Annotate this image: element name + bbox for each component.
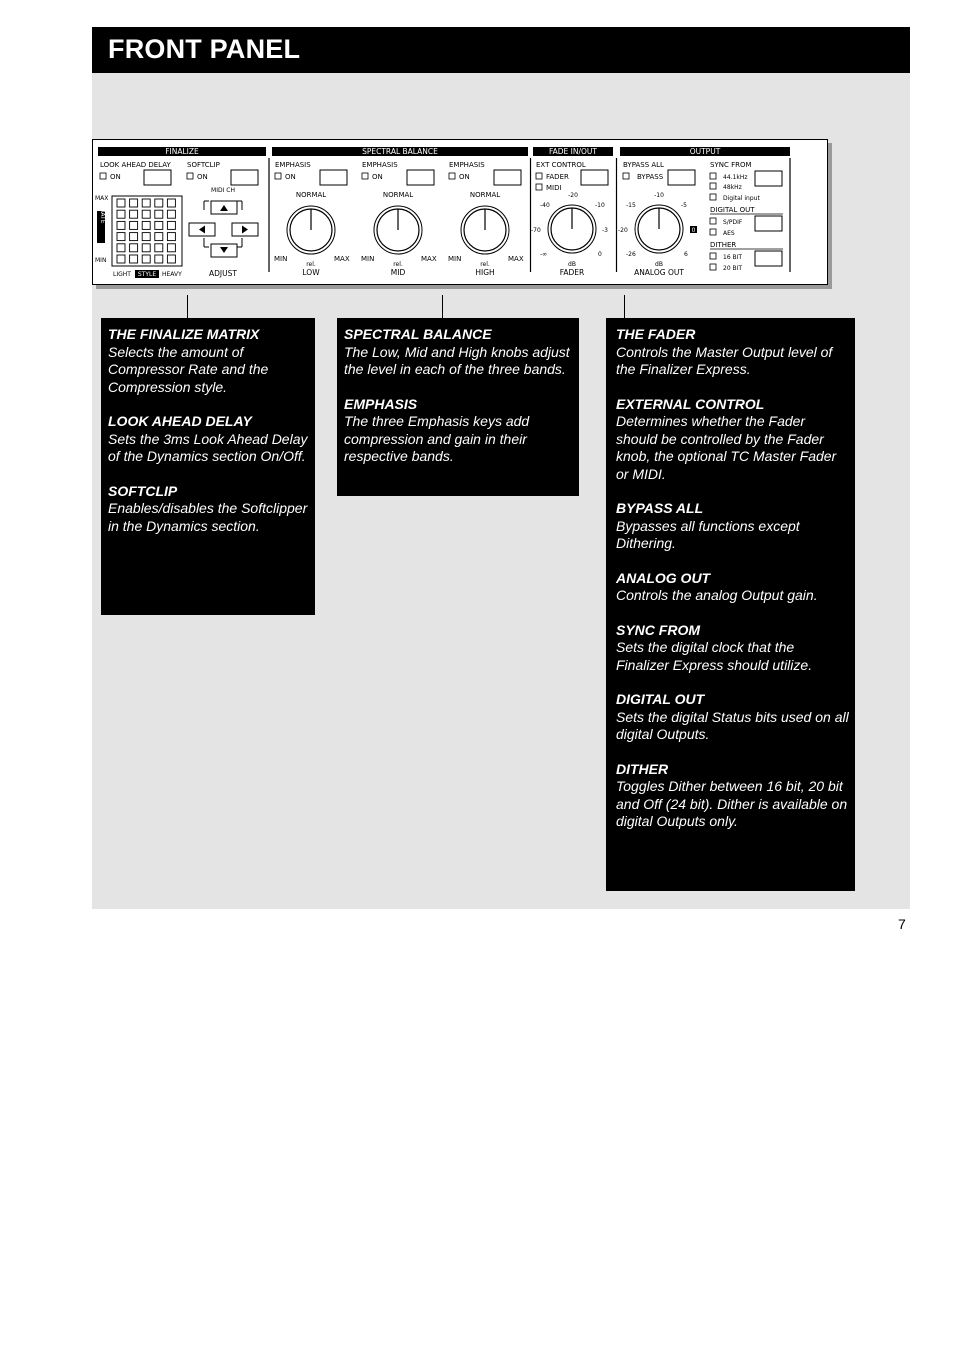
matrix-cell[interactable]	[117, 210, 125, 218]
callout-heading: SYNC FROM	[616, 621, 700, 638]
callout-item	[616, 500, 849, 553]
callout-item	[344, 326, 572, 379]
fader-db-label: dB	[568, 261, 576, 268]
matrix-cell[interactable]	[130, 210, 138, 218]
fader-scale-upper-right: -10	[595, 202, 605, 209]
matrix-cell[interactable]	[167, 221, 175, 229]
bypass-all-label: BYPASS ALL	[623, 161, 664, 169]
callout-heading: DITHER	[616, 760, 669, 777]
callout-item	[344, 396, 572, 466]
matrix-cell[interactable]	[142, 233, 150, 241]
min-label: MIN	[274, 255, 288, 263]
matrix-cell[interactable]	[142, 199, 150, 207]
matrix-cell[interactable]	[130, 233, 138, 241]
callout-text: Sets the 3ms Look Ahead Delay of the Dynamics section On/Off.	[108, 430, 308, 464]
callout-text: The three Emphasis keys add compression and gain in their respective bands.	[344, 413, 530, 464]
callout-heading: LOOK AHEAD DELAY	[108, 413, 252, 429]
max-label: MAX	[421, 255, 437, 263]
out-db-label: dB	[655, 261, 663, 268]
callout-middle	[337, 318, 579, 496]
sync-option-digital: Digital input	[723, 195, 760, 202]
ext-control-button[interactable]	[581, 170, 608, 185]
callout-heading: THE FADER	[616, 326, 696, 342]
min-label: MIN	[448, 255, 462, 263]
callout-text: Determines whether the Fader should be controlled by the Fader knob, the optional TC Master Fader or MIDI.	[616, 413, 837, 482]
sync-from-button[interactable]	[755, 171, 782, 186]
normal-label: NORMAL	[382, 191, 414, 199]
matrix-cell[interactable]	[155, 244, 163, 252]
fader-scale-top: -20	[568, 192, 578, 199]
emphasis-label: EMPHASIS	[449, 161, 485, 169]
min-label: MIN	[361, 255, 375, 263]
callout-item	[616, 691, 849, 744]
callout-heading: SOFTCLIP	[108, 482, 178, 499]
section-output: OUTPUT	[689, 147, 721, 156]
callout-text: Controls the Master Output level of the Finalizer Express.	[616, 343, 833, 377]
dither-option-20: 20 BIT	[723, 265, 743, 272]
softclip-on-label: ON	[197, 173, 208, 181]
callout-text: Enables/disables the Softclipper in the Dynamics section.	[108, 500, 308, 534]
dither-label: DITHER	[710, 241, 737, 249]
sync-option-48k: 48kHz	[723, 184, 742, 191]
callout-item	[616, 570, 849, 605]
softclip-button[interactable]	[231, 170, 258, 185]
emphasis-high-button[interactable]	[494, 170, 521, 185]
matrix-cell[interactable]	[117, 244, 125, 252]
callout-heading: ANALOG OUT	[616, 569, 711, 586]
fader-scale-lower-right: 0	[598, 251, 602, 258]
out-scale-upper-left: -15	[626, 202, 636, 209]
fader-label: FADER	[559, 268, 585, 277]
matrix-cell[interactable]	[142, 255, 150, 263]
emphasis-on-label: ON	[285, 173, 296, 181]
bypass-label: BYPASS	[637, 173, 664, 181]
connector-line	[187, 295, 188, 318]
digital-option-aes: AES	[723, 230, 735, 237]
bypass-button[interactable]	[668, 170, 695, 185]
matrix-cell[interactable]	[130, 199, 138, 207]
out-scale-right: 0	[691, 227, 696, 234]
out-scale-lower-left: -26	[626, 251, 636, 258]
out-scale-lower-right: 6	[684, 251, 688, 258]
fader-scale-lower-left: -∞	[540, 251, 548, 258]
ext-fader-label: FADER	[546, 173, 569, 181]
matrix-cell[interactable]	[117, 199, 125, 207]
connector-line	[442, 295, 443, 318]
page-number: 7	[898, 916, 906, 932]
digital-out-label: DIGITAL OUT	[710, 206, 755, 214]
matrix-cell[interactable]	[155, 199, 163, 207]
matrix-cell[interactable]	[130, 244, 138, 252]
callout-item	[616, 761, 849, 831]
rel-label: rel.	[306, 261, 316, 268]
matrix-cell[interactable]	[142, 221, 150, 229]
ext-midi-label: MIDI	[546, 184, 562, 192]
callout-item	[616, 326, 849, 379]
callout-item	[108, 413, 308, 466]
page-title: FRONT PANEL	[108, 34, 301, 64]
emphasis-on-label: ON	[372, 173, 383, 181]
band-mid-label: MID	[390, 268, 406, 277]
band-low-label: LOW	[302, 268, 320, 277]
matrix-cell[interactable]	[155, 221, 163, 229]
sync-option-44k: 44.1kHz	[723, 174, 748, 181]
max-label: MAX	[334, 255, 350, 263]
callout-heading: EMPHASIS	[344, 395, 418, 412]
dither-option-16: 16 BIT	[723, 254, 743, 261]
matrix-cell[interactable]	[167, 210, 175, 218]
normal-label: NORMAL	[469, 191, 501, 199]
out-scale-left: -20	[618, 227, 628, 234]
section-fade-in-out: FADE IN/OUT	[549, 147, 597, 156]
band-high-label: HIGH	[475, 268, 495, 277]
section-finalize: FINALIZE	[165, 147, 199, 156]
adjust-label: ADJUST	[209, 269, 237, 278]
title-bar	[92, 27, 910, 73]
callout-heading: BYPASS ALL	[616, 500, 704, 516]
heavy-label: HEAVY	[162, 271, 182, 278]
band-mid	[361, 161, 437, 277]
sync-from-label: SYNC FROM	[710, 161, 752, 169]
callout-heading: THE FINALIZE MATRIX	[108, 326, 260, 342]
matrix-cell[interactable]	[155, 233, 163, 241]
band-low	[274, 161, 350, 277]
callout-heading: SPECTRAL BALANCE	[344, 326, 492, 342]
section-spectral-balance: SPECTRAL BALANCE	[362, 147, 438, 156]
fader-scale-upper-left: -40	[540, 202, 550, 209]
callout-item	[616, 396, 849, 484]
rel-label: rel.	[480, 261, 490, 268]
light-label: LIGHT	[113, 271, 131, 278]
callout-item	[108, 483, 308, 536]
callout-heading: DIGITAL OUT	[616, 691, 705, 707]
matrix-cell[interactable]	[117, 221, 125, 229]
max-label: MAX	[508, 255, 524, 263]
callout-heading: EXTERNAL CONTROL	[616, 395, 765, 412]
emphasis-low-button[interactable]	[320, 170, 347, 185]
callout-text: Sets the digital clock that the Finalizer Express should utilize.	[616, 639, 813, 673]
fader-scale-right: -3	[602, 227, 608, 234]
softclip-led	[187, 173, 193, 179]
matrix-cell[interactable]	[130, 255, 138, 263]
matrix-cell[interactable]	[167, 199, 175, 207]
matrix-cell[interactable]	[142, 210, 150, 218]
callout-item	[108, 326, 308, 396]
rate-label: RATE	[99, 208, 106, 224]
look-ahead-on-label: ON	[110, 173, 121, 181]
callout-text: Selects the amount of Compressor Rate and the Compression style.	[108, 343, 269, 395]
digital-option-spdif: S/PDIF	[723, 219, 743, 226]
matrix-cell[interactable]	[142, 244, 150, 252]
softclip-label: SOFTCLIP	[187, 161, 220, 169]
matrix-cell[interactable]	[155, 255, 163, 263]
matrix-cell[interactable]	[155, 210, 163, 218]
callout-text: The Low, Mid and High knobs adjust the level in each of the three bands.	[344, 343, 570, 377]
matrix-cell[interactable]	[117, 233, 125, 241]
callout-text: Bypasses all functions except Dithering.	[616, 517, 800, 551]
analog-out-label: ANALOG OUT	[634, 268, 684, 277]
digital-out-button[interactable]	[755, 216, 782, 231]
look-ahead-delay-label: LOOK AHEAD DELAY	[100, 161, 171, 169]
dither-button[interactable]	[755, 251, 782, 266]
normal-label: NORMAL	[295, 191, 327, 199]
connector-line	[624, 295, 625, 318]
front-panel-diagram	[92, 139, 828, 285]
matrix-cell[interactable]	[130, 221, 138, 229]
matrix-cell[interactable]	[117, 255, 125, 263]
matrix-cell[interactable]	[167, 233, 175, 241]
rate-max-label: MAX	[95, 195, 109, 202]
emphasis-on-label: ON	[459, 173, 470, 181]
callout-item	[616, 622, 849, 675]
ext-control-label: EXT CONTROL	[536, 161, 586, 169]
look-ahead-led	[100, 173, 106, 179]
emphasis-label: EMPHASIS	[275, 161, 311, 169]
callout-left	[101, 318, 315, 615]
callout-text: Sets the digital Status bits used on all digital Outputs.	[616, 708, 849, 742]
out-scale-top: -10	[654, 192, 664, 199]
callout-right	[606, 318, 855, 891]
out-scale-upper-right: -5	[681, 202, 687, 209]
matrix-cell[interactable]	[167, 244, 175, 252]
matrix-cell[interactable]	[167, 255, 175, 263]
finalize-matrix-cells[interactable]	[117, 199, 175, 263]
callout-text: Controls the analog Output gain.	[616, 587, 818, 603]
look-ahead-button[interactable]	[144, 170, 171, 185]
rate-min-label: MIN	[95, 257, 107, 264]
callout-text: Toggles Dither between 16 bit, 20 bit and Off (24 bit). Dither is available on digital Outputs only.	[616, 778, 848, 829]
emphasis-label: EMPHASIS	[362, 161, 398, 169]
fader-scale-left: -70	[531, 227, 541, 234]
style-label: STYLE	[137, 271, 157, 278]
band-high	[448, 161, 524, 277]
midi-ch-label: MIDI CH	[211, 187, 235, 194]
rel-label: rel.	[393, 261, 403, 268]
emphasis-mid-button[interactable]	[407, 170, 434, 185]
